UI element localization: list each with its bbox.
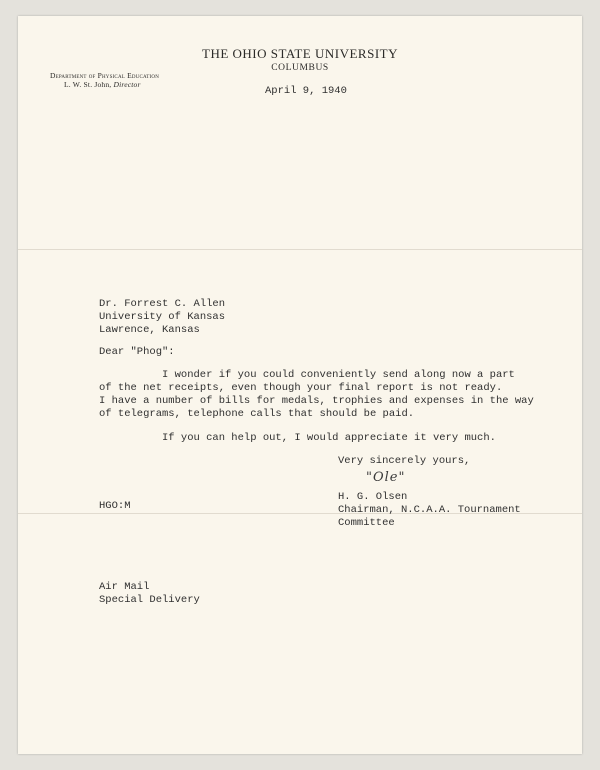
recipient-line: Dr. Forrest C. Allen [99,298,226,310]
letterhead-city: COLUMBUS [271,63,329,73]
handwritten-signature: "Ole" [366,470,406,485]
letter-page [18,16,582,754]
director-name: L. W. St. John, [64,80,114,89]
signer-name: H. G. Olsen [338,491,408,503]
closing: Very sincerely yours, [338,455,471,467]
recipient-line: University of Kansas [99,311,226,323]
body-line: of telegrams, telephone calls that should be paid. [99,408,415,420]
fold-line [18,249,582,250]
mailing-note: Special Delivery [99,594,200,606]
director-role: Director [113,80,141,89]
signer-title: Chairman, N.C.A.A. Tournament [338,504,521,516]
body-line: I wonder if you could conveniently send along now a part [162,369,515,381]
letterhead-director [64,80,141,89]
letterhead-university: THE OHIO STATE UNIVERSITY [202,46,398,61]
mailing-note: Air Mail [99,581,150,593]
salutation: Dear "Phog": [99,346,175,358]
letter-date: April 9, 1940 [265,85,347,97]
body-line: of the net receipts, even though your final report is not ready. [99,382,503,394]
letterhead-department: Department of Physical Education [50,71,160,80]
body-line: I have a number of bills for medals, trophies and expenses in the way [99,395,534,407]
body-line: If you can help out, I would appreciate it very much. [162,432,496,444]
reference-initials: HGO:M [99,500,131,512]
signer-title: Committee [338,517,395,529]
recipient-line: Lawrence, Kansas [99,324,200,336]
